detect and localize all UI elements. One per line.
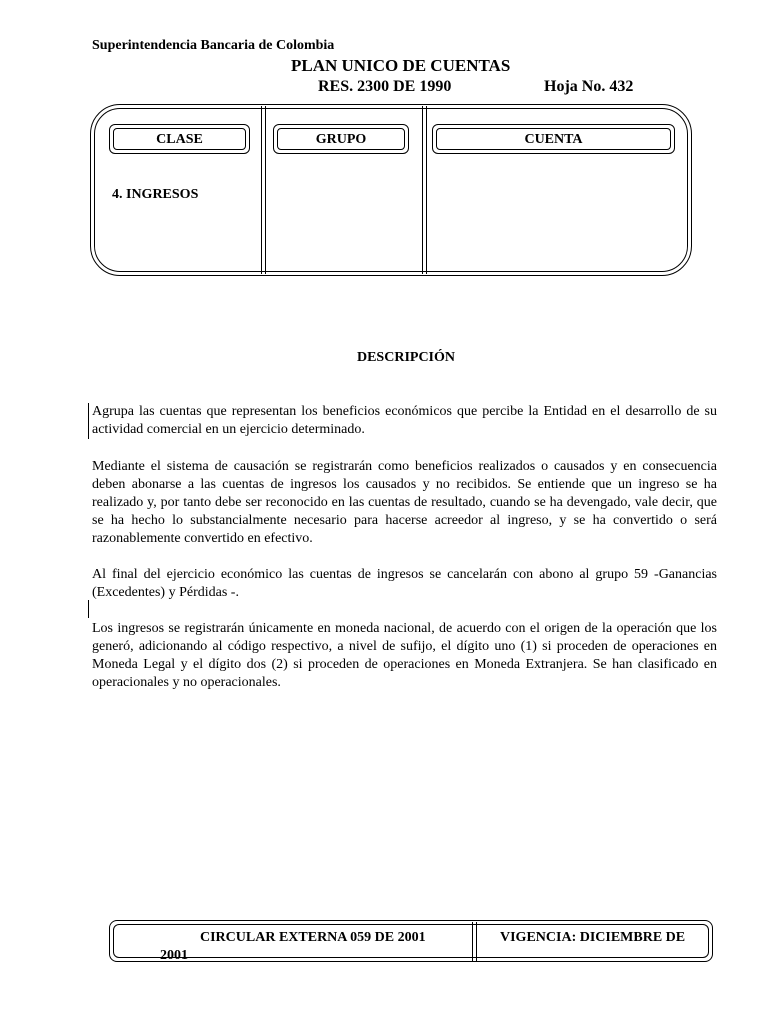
description-heading: DESCRIPCIÓN: [356, 350, 455, 365]
description-paragraph: Mediante el sistema de causación se registrarán como beneficios realizados o causados y en consecuencia deben abonarse a las cuentas de ingresos los causados y no recibidos. Se entiende que un ingreso se ha realizado y, por tanto debe ser reconocido en las cuentas de resultado, cuando se ha devengado, vale decir, que se ha hecho lo substancialmente necesario para hacerse acreedor al ingreso, y se ha convertido o será razonablemente convertido en efectivo.: [92, 459, 717, 546]
clase-header-label: CLASE: [156, 132, 203, 147]
footer-year: 2001: [160, 948, 188, 963]
cuenta-header-box: [432, 124, 675, 154]
clase-value: 4. INGRESOS: [112, 187, 199, 202]
grupo-header-label: GRUPO: [315, 132, 367, 147]
revision-bar: [88, 403, 89, 439]
revision-bar: [88, 600, 89, 618]
cuenta-header-label: CUENTA: [524, 132, 583, 147]
document-title: PLAN UNICO DE CUENTAS: [291, 56, 511, 75]
sheet-number: Hoja No. 432: [544, 78, 634, 95]
clase-header-box: [109, 124, 250, 154]
footer-vigencia: VIGENCIA: DICIEMBRE DE: [500, 930, 686, 945]
column-divider: [426, 106, 427, 274]
organization-name: Superintendencia Bancaria de Colombia: [92, 38, 335, 53]
column-divider: [261, 106, 262, 274]
column-divider: [422, 106, 423, 274]
description-paragraph: Agrupa las cuentas que representan los beneficios económicos que percibe la Entidad en el desarrollo de su actividad comercial en un ejercicio determinado.: [92, 404, 717, 437]
footer-circular: CIRCULAR EXTERNA 059 DE 2001: [200, 930, 426, 945]
footer-divider: [476, 922, 477, 962]
resolution-number: RES. 2300 DE 1990: [318, 78, 452, 95]
footer-divider: [472, 922, 473, 962]
description-paragraph: Al final del ejercicio económico las cuentas de ingresos se cancelarán con abono al grupo 59 -Ganancias (Excedentes) y Pérdidas -.: [92, 567, 717, 600]
description-paragraph: Los ingresos se registrarán únicamente en moneda nacional, de acuerdo con el origen de la operación que los generó, adicionando al código respectivo, a nivel de sufijo, el dígito uno (1) si proceden de operaciones en Moneda Legal y el dígito dos (2) si proceden de operaciones en Moneda Extranjera. Se han clasificado en operacionales y no operacionales.: [92, 621, 717, 690]
column-divider: [265, 106, 266, 274]
grupo-header-box: [273, 124, 409, 154]
